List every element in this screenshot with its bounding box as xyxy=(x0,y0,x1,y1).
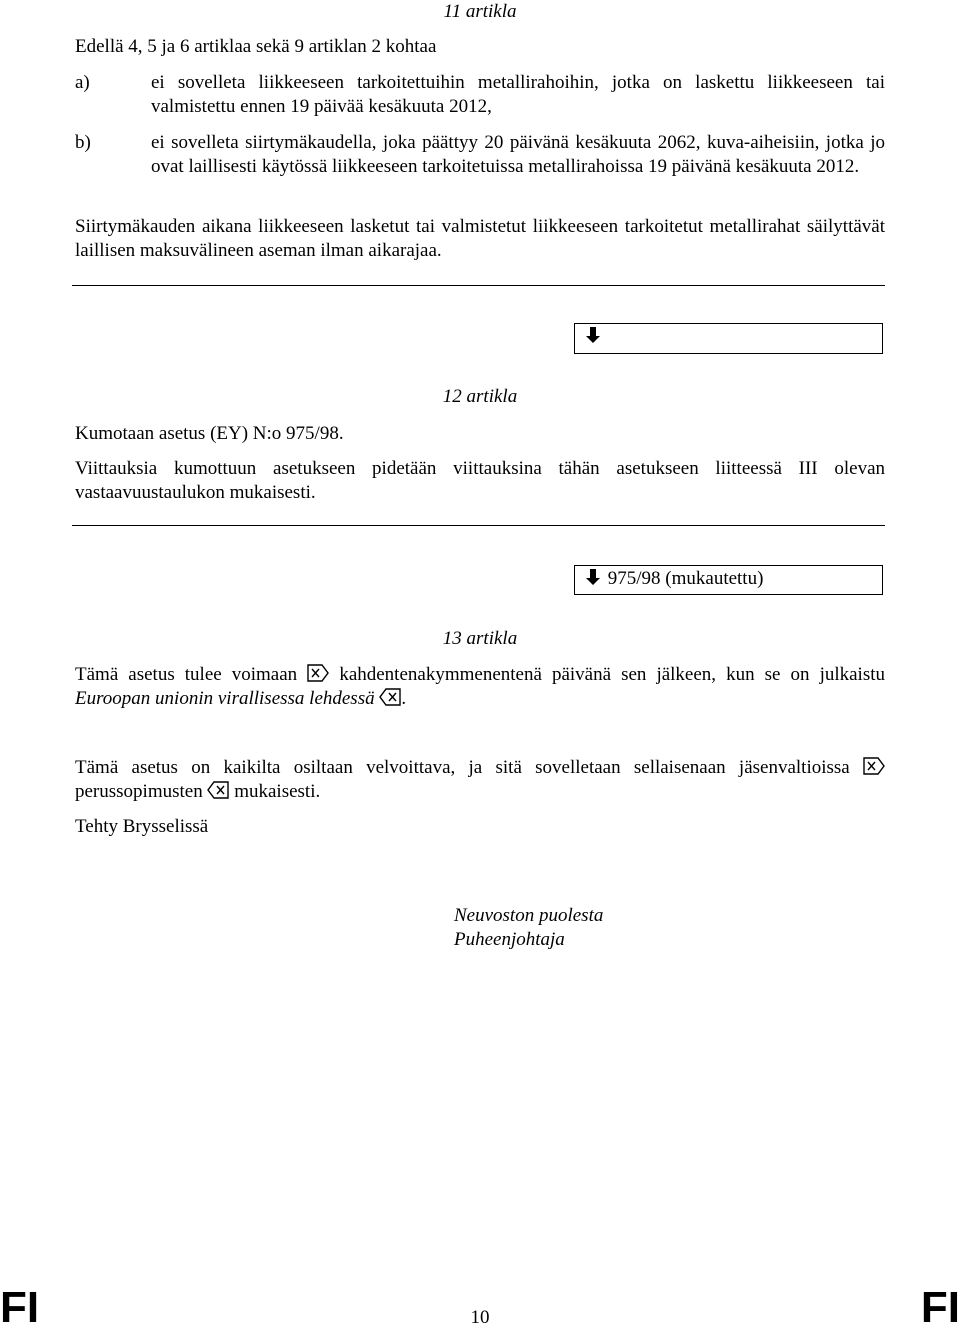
article-13-paragraph-2 xyxy=(75,756,885,804)
list-item-a xyxy=(75,71,885,119)
article-11-intro: Edellä 4, 5 ja 6 artiklaa sekä 9 artiklan 2 kohtaa xyxy=(75,36,437,57)
article-12-paragraph-2: Viittauksia kumottuun asetukseen pidetään viittauksina tähän asetukseen liitteessä III olevan vastaavuustaulukon mukaisesti. xyxy=(75,458,885,503)
insertion-start-icon xyxy=(863,757,885,775)
insertion-end-icon xyxy=(379,688,401,706)
official-journal-title: Euroopan unionin virallisessa lehdessä xyxy=(75,688,375,709)
list-item-b xyxy=(75,131,885,203)
text-run: perussopimusten xyxy=(75,781,203,802)
footer-language-code-right: FI xyxy=(920,1283,960,1332)
page-number: 10 xyxy=(470,1307,490,1328)
section-divider xyxy=(72,525,885,526)
article-13-heading: 13 artikla xyxy=(442,628,518,649)
signature-block xyxy=(454,904,603,952)
insertion-end-icon xyxy=(207,781,229,799)
article-13-paragraph-1 xyxy=(75,663,885,711)
source-marker-box xyxy=(574,323,883,354)
signature-line-1: Neuvoston puolesta xyxy=(454,905,604,926)
article-11-heading: 11 artikla xyxy=(443,1,517,22)
text-run: kahdentenakymmenentenä päivänä sen jälkeen, kun se on julkaistu xyxy=(339,664,886,685)
down-arrow-icon xyxy=(583,567,603,587)
source-marker-text: 975/98 (mukautettu) xyxy=(607,568,764,589)
list-item-label: b) xyxy=(75,132,91,153)
list-item-label: a) xyxy=(75,72,90,93)
article-12-paragraph-1: Kumotaan asetus (EY) N:o 975/98. xyxy=(75,423,344,444)
signature-line-2: Puheenjohtaja xyxy=(454,929,565,950)
text-run: Tämä asetus on kaikilta osiltaan velvoittava, ja sitä sovelletaan sellaisenaan jäsenvaltioissa xyxy=(75,757,850,778)
down-arrow-icon xyxy=(583,325,603,345)
source-marker-box xyxy=(574,565,883,595)
insertion-start-icon xyxy=(307,664,329,682)
closing-place: Tehty Brysselissä xyxy=(75,816,209,837)
text-run: Tämä asetus tulee voimaan xyxy=(75,664,298,685)
section-divider xyxy=(72,285,885,286)
text-run: . xyxy=(401,688,407,709)
article-12-heading: 12 artikla xyxy=(442,386,518,407)
text-run: mukaisesti. xyxy=(234,781,321,802)
list-item-text: ei sovelleta siirtymäkaudella, joka päättyy 20 päivänä kesäkuuta 2062, kuva-aiheisiin, jotka jo ovat laillisesti käytössä liikkeeseen tarkoitetuissa metallirahoissa 19 päivänä kesäkuuta 2012. xyxy=(151,132,885,177)
article-11-transition-paragraph: Siirtymäkauden aikana liikkeeseen lasketut tai valmistetut liikkeeseen tarkoitetut metallirahat säilyttävät laillisen maksuvälineen aseman ilman aikarajaa. xyxy=(75,216,885,261)
footer-language-code-left: FI xyxy=(0,1283,40,1332)
list-item-text: ei sovelleta liikkeeseen tarkoitettuihin metallirahoihin, jotka on laskettu liikkeeseen tai valmistettu ennen 19 päivää kesäkuuta 2012, xyxy=(151,72,885,117)
